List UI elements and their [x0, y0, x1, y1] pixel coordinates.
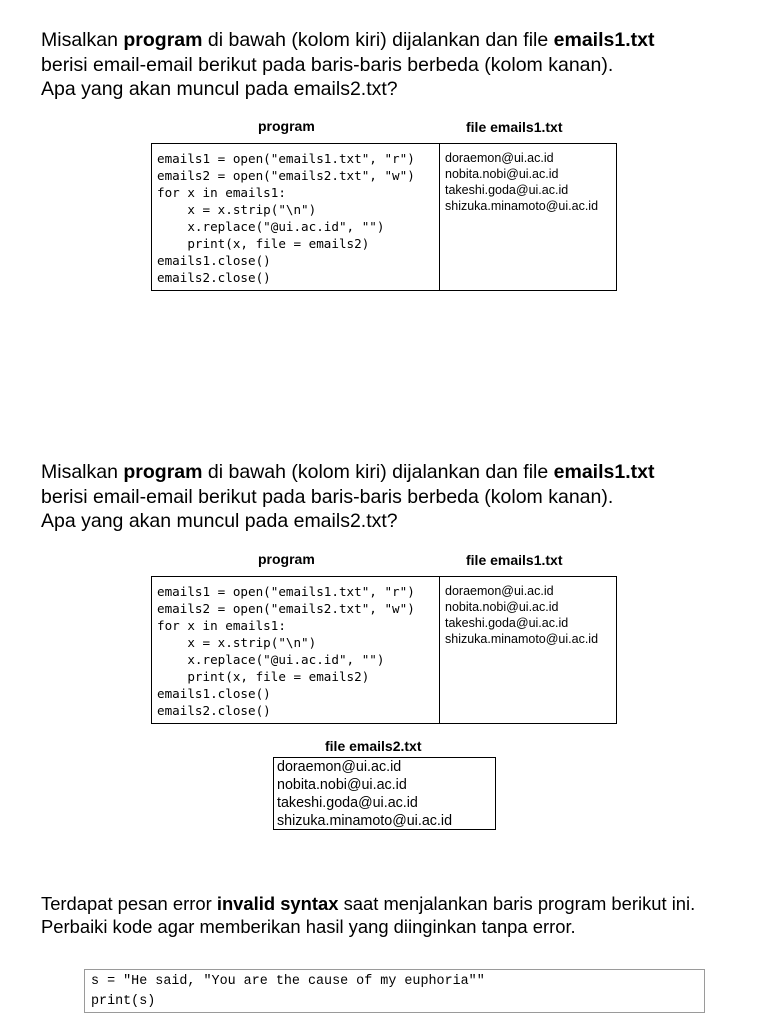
email-item: takeshi.goda@ui.ac.id — [445, 183, 569, 197]
code-line: x.replace("@ui.ac.id", "") — [157, 652, 385, 667]
code-line: emails1 = open("emails1.txt", "r") — [157, 151, 415, 166]
email-item: doraemon@ui.ac.id — [445, 584, 554, 598]
code-line: x = x.strip("\n") — [157, 202, 317, 217]
email-item: takeshi.goda@ui.ac.id — [445, 616, 569, 630]
code-line: x = x.strip("\n") — [157, 635, 317, 650]
question-1-line-3: Apa yang akan muncul pada emails2.txt? — [41, 78, 398, 100]
email-item: shizuka.minamoto@ui.ac.id — [445, 199, 599, 213]
code-line: print(s) — [91, 994, 156, 1009]
code-line: for x in emails1: — [157, 185, 286, 200]
code-line: emails1.close() — [157, 253, 271, 268]
keyword-invalid-syntax: invalid syntax — [216, 893, 339, 914]
code-line: emails1.close() — [157, 686, 271, 701]
error-code-block — [84, 969, 705, 1013]
email-item: doraemon@ui.ac.id — [445, 151, 554, 165]
email-item: nobita.nobi@ui.ac.id — [445, 167, 559, 181]
keyword-program: program — [123, 461, 203, 483]
output-file-header: file emails2.txt — [325, 738, 422, 754]
code-block — [152, 577, 440, 723]
output-file-box — [273, 757, 496, 830]
question-1-text — [41, 28, 741, 102]
keyword-filename: emails1.txt — [553, 29, 655, 51]
email-list — [440, 144, 598, 290]
output-line: takeshi.goda@ui.ac.id — [277, 795, 418, 811]
code-line: print(x, file = emails2) — [157, 236, 370, 251]
question-3-text — [41, 892, 741, 938]
question-2-line-1: Misalkan program di bawah (kolom kiri) dijalankan dan file emails1.txt — [41, 461, 655, 483]
program-file-table — [151, 576, 617, 724]
file-header: file emails1.txt — [466, 552, 563, 568]
code-line: s = "He said, "You are the cause of my euphoria"" — [91, 974, 485, 989]
output-line: nobita.nobi@ui.ac.id — [277, 777, 407, 793]
code-line: emails2 = open("emails2.txt", "w") — [157, 168, 415, 183]
code-line: emails2.close() — [157, 703, 271, 718]
program-file-table — [151, 143, 617, 291]
output-line: doraemon@ui.ac.id — [277, 759, 402, 775]
keyword-program: program — [123, 29, 203, 51]
question-3-line-2: Perbaiki kode agar memberikan hasil yang diinginkan tanpa error. — [41, 916, 576, 937]
question-1-line-1: Misalkan program di bawah (kolom kiri) dijalankan dan file emails1.txt — [41, 29, 655, 51]
question-2-line-2: berisi email-email berikut pada baris-baris berbeda (kolom kanan). — [41, 485, 614, 508]
program-header: program — [258, 551, 315, 567]
code-block — [152, 144, 440, 290]
code-line: emails2.close() — [157, 270, 271, 285]
question-1-line-2: berisi email-email berikut pada baris-baris berbeda (kolom kanan). — [41, 53, 614, 76]
question-3-line-1: Terdapat pesan error invalid syntax saat menjalankan baris program berikut ini. — [41, 893, 696, 914]
question-2-line-3: Apa yang akan muncul pada emails2.txt? — [41, 510, 398, 532]
code-line: emails1 = open("emails1.txt", "r") — [157, 584, 415, 599]
output-line: shizuka.minamoto@ui.ac.id — [277, 813, 453, 829]
program-header: program — [258, 118, 315, 134]
code-line: print(x, file = emails2) — [157, 669, 370, 684]
question-2-text — [41, 460, 741, 534]
code-line: emails2 = open("emails2.txt", "w") — [157, 601, 415, 616]
code-line: for x in emails1: — [157, 618, 286, 633]
email-list — [440, 577, 598, 723]
keyword-filename: emails1.txt — [553, 461, 655, 483]
code-line: x.replace("@ui.ac.id", "") — [157, 219, 385, 234]
email-item: nobita.nobi@ui.ac.id — [445, 600, 559, 614]
email-item: shizuka.minamoto@ui.ac.id — [445, 632, 599, 646]
file-header: file emails1.txt — [466, 119, 563, 135]
